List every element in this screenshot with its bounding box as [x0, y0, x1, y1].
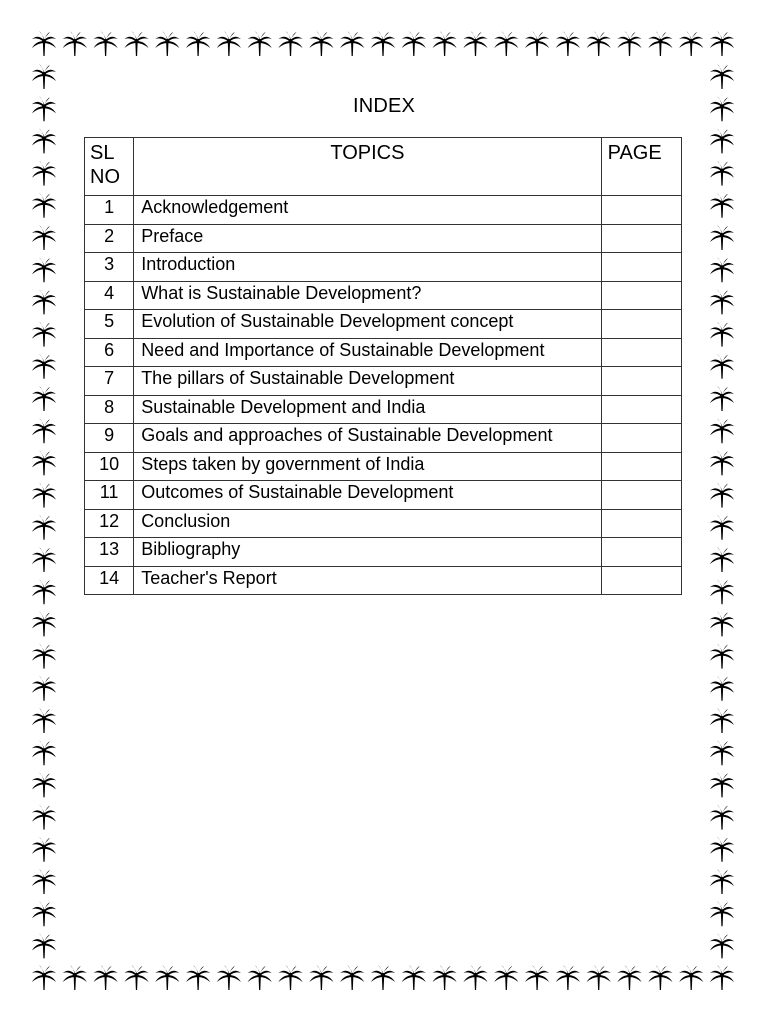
row-topic: The pillars of Sustainable Development — [134, 367, 601, 396]
row-page — [601, 566, 681, 595]
palm-tree-icon — [710, 257, 734, 282]
palm-tree-icon — [494, 965, 518, 990]
palm-tree-icon — [710, 386, 734, 411]
palm-tree-icon — [710, 869, 734, 894]
row-topic: Conclusion — [134, 509, 601, 538]
table-body — [85, 196, 682, 595]
table-row — [85, 424, 682, 453]
palm-tree-icon — [32, 676, 56, 701]
palm-tree-icon — [32, 31, 56, 56]
palm-tree-icon — [217, 31, 241, 56]
palm-tree-icon — [710, 676, 734, 701]
table-row — [85, 481, 682, 510]
palm-tree-icon — [433, 31, 457, 56]
palm-tree-icon — [248, 31, 272, 56]
row-topic: Evolution of Sustainable Development concept — [134, 310, 601, 339]
table-row — [85, 509, 682, 538]
palm-tree-icon — [186, 31, 210, 56]
row-sl-number: 1 — [85, 196, 134, 225]
row-topic: Teacher's Report — [134, 566, 601, 595]
row-sl-number: 8 — [85, 395, 134, 424]
palm-tree-icon — [710, 611, 734, 636]
table-row — [85, 281, 682, 310]
palm-tree-icon — [710, 772, 734, 797]
row-sl-number: 11 — [85, 481, 134, 510]
header-no-label: NO — [90, 166, 120, 188]
palm-tree-icon — [710, 708, 734, 733]
palm-tree-icon — [32, 547, 56, 572]
palm-tree-icon — [402, 965, 426, 990]
row-page — [601, 424, 681, 453]
palm-tree-icon — [433, 965, 457, 990]
palm-tree-icon — [710, 418, 734, 443]
table-row — [85, 538, 682, 567]
table-row — [85, 367, 682, 396]
row-topic: Need and Importance of Sustainable Development — [134, 338, 601, 367]
palm-tree-icon — [618, 965, 642, 990]
palm-tree-icon — [710, 64, 734, 89]
palm-tree-icon — [648, 31, 672, 56]
row-topic: Preface — [134, 224, 601, 253]
row-sl-number: 9 — [85, 424, 134, 453]
palm-tree-icon — [494, 31, 518, 56]
palm-tree-icon — [32, 515, 56, 540]
palm-tree-icon — [710, 128, 734, 153]
table-row — [85, 452, 682, 481]
row-page — [601, 338, 681, 367]
palm-tree-icon — [248, 965, 272, 990]
row-page — [601, 281, 681, 310]
row-sl-number: 14 — [85, 566, 134, 595]
palm-tree-icon — [710, 161, 734, 186]
palm-tree-icon — [710, 901, 734, 926]
palm-tree-icon — [525, 31, 549, 56]
header-page: PAGE — [601, 138, 681, 196]
table-row — [85, 310, 682, 339]
palm-tree-icon — [710, 289, 734, 314]
header-sl-label: SL — [90, 142, 115, 164]
palm-tree-icon — [32, 933, 56, 958]
palm-tree-icon — [710, 515, 734, 540]
palm-tree-icon — [710, 193, 734, 218]
row-page — [601, 253, 681, 282]
palm-tree-icon — [32, 772, 56, 797]
palm-tree-icon — [710, 933, 734, 958]
palm-tree-icon — [710, 965, 734, 990]
row-sl-number: 10 — [85, 452, 134, 481]
palm-tree-icon — [32, 418, 56, 443]
palm-tree-icon — [32, 354, 56, 379]
row-topic: Bibliography — [134, 538, 601, 567]
palm-tree-icon — [32, 64, 56, 89]
row-page — [601, 395, 681, 424]
palm-tree-icon — [94, 965, 118, 990]
row-page — [601, 452, 681, 481]
palm-tree-icon — [279, 31, 303, 56]
row-sl-number: 13 — [85, 538, 134, 567]
palm-tree-icon — [679, 965, 703, 990]
row-sl-number: 12 — [85, 509, 134, 538]
palm-tree-icon — [648, 965, 672, 990]
palm-tree-icon — [32, 579, 56, 604]
palm-tree-icon — [125, 31, 149, 56]
palm-tree-icon — [32, 193, 56, 218]
palm-tree-icon — [32, 901, 56, 926]
row-topic: Goals and approaches of Sustainable Development — [134, 424, 601, 453]
palm-tree-icon — [464, 31, 488, 56]
palm-tree-icon — [710, 740, 734, 765]
row-sl-number: 6 — [85, 338, 134, 367]
palm-tree-icon — [710, 644, 734, 669]
row-topic: Introduction — [134, 253, 601, 282]
row-page — [601, 224, 681, 253]
palm-tree-icon — [155, 965, 179, 990]
row-sl-number: 5 — [85, 310, 134, 339]
palm-tree-icon — [710, 547, 734, 572]
palm-tree-icon — [710, 225, 734, 250]
table-row — [85, 338, 682, 367]
palm-tree-icon — [371, 31, 395, 56]
row-sl-number: 2 — [85, 224, 134, 253]
palm-tree-icon — [32, 322, 56, 347]
row-page — [601, 509, 681, 538]
palm-tree-icon — [32, 805, 56, 830]
palm-tree-icon — [556, 965, 580, 990]
table-row — [85, 395, 682, 424]
row-sl-number: 3 — [85, 253, 134, 282]
palm-tree-icon — [679, 31, 703, 56]
palm-tree-icon — [32, 450, 56, 475]
palm-tree-icon — [32, 837, 56, 862]
palm-tree-icon — [710, 805, 734, 830]
palm-tree-icon — [710, 450, 734, 475]
table-row — [85, 196, 682, 225]
row-sl-number: 4 — [85, 281, 134, 310]
palm-tree-icon — [155, 31, 179, 56]
palm-tree-icon — [710, 354, 734, 379]
palm-tree-icon — [32, 161, 56, 186]
header-topics: TOPICS — [134, 138, 601, 196]
row-page — [601, 196, 681, 225]
row-page — [601, 481, 681, 510]
palm-tree-icon — [309, 965, 333, 990]
palm-tree-icon — [32, 740, 56, 765]
palm-tree-icon — [587, 31, 611, 56]
palm-tree-icon — [63, 965, 87, 990]
palm-tree-icon — [32, 644, 56, 669]
palm-tree-icon — [94, 31, 118, 56]
palm-tree-icon — [464, 965, 488, 990]
palm-tree-icon — [618, 31, 642, 56]
row-page — [601, 538, 681, 567]
row-topic: Sustainable Development and India — [134, 395, 601, 424]
palm-tree-icon — [32, 611, 56, 636]
palm-tree-icon — [710, 483, 734, 508]
palm-tree-icon — [402, 31, 426, 56]
palm-tree-icon — [217, 965, 241, 990]
palm-tree-icon — [309, 31, 333, 56]
palm-tree-icon — [63, 31, 87, 56]
palm-tree-icon — [710, 31, 734, 56]
page-title: INDEX — [352, 95, 416, 117]
palm-tree-icon — [32, 257, 56, 282]
index-table — [84, 137, 682, 595]
palm-tree-icon — [710, 322, 734, 347]
palm-tree-icon — [587, 965, 611, 990]
palm-tree-icon — [371, 965, 395, 990]
palm-tree-icon — [32, 708, 56, 733]
row-topic: Outcomes of Sustainable Development — [134, 481, 601, 510]
palm-tree-icon — [32, 289, 56, 314]
palm-tree-icon — [32, 483, 56, 508]
palm-tree-icon — [279, 965, 303, 990]
palm-tree-icon — [340, 965, 364, 990]
palm-tree-icon — [556, 31, 580, 56]
palm-tree-icon — [32, 128, 56, 153]
row-sl-number: 7 — [85, 367, 134, 396]
table-row — [85, 253, 682, 282]
palm-tree-icon — [125, 965, 149, 990]
palm-tree-icon — [32, 225, 56, 250]
palm-tree-icon — [525, 965, 549, 990]
palm-tree-icon — [32, 386, 56, 411]
palm-tree-icon — [710, 579, 734, 604]
row-page — [601, 367, 681, 396]
header-sl-no — [85, 138, 134, 196]
palm-tree-icon — [186, 965, 210, 990]
table-row — [85, 224, 682, 253]
palm-tree-icon — [340, 31, 364, 56]
row-topic: Acknowledgement — [134, 196, 601, 225]
row-topic: Steps taken by government of India — [134, 452, 601, 481]
row-page — [601, 310, 681, 339]
row-topic: What is Sustainable Development? — [134, 281, 601, 310]
table-row — [85, 566, 682, 595]
palm-tree-icon — [32, 869, 56, 894]
table-header-row — [85, 138, 682, 196]
palm-tree-icon — [32, 965, 56, 990]
palm-tree-icon — [710, 837, 734, 862]
